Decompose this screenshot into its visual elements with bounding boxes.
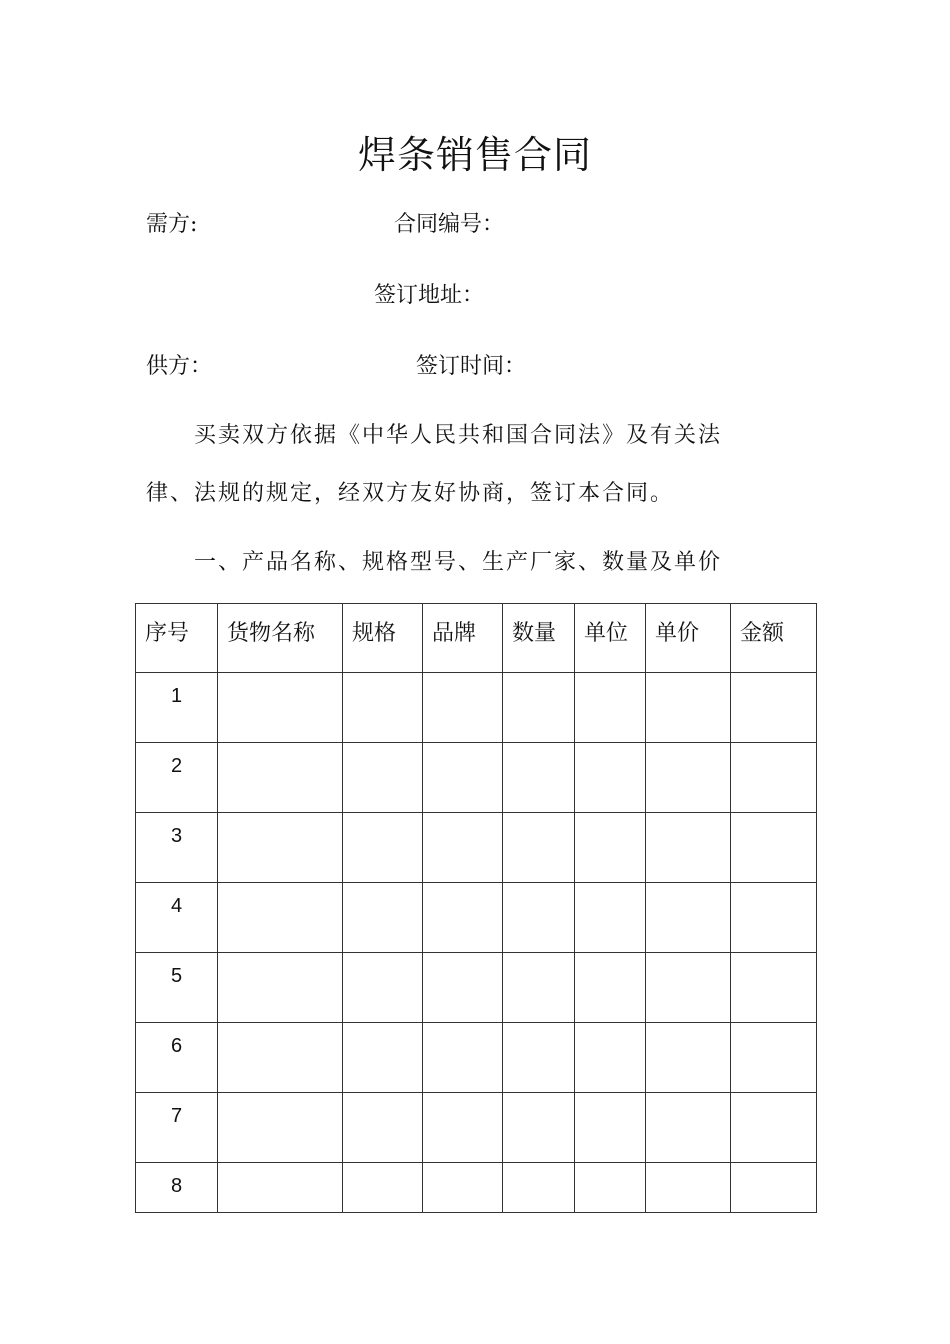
sign-place-label: 签订地址： <box>374 283 485 308</box>
table-row <box>136 883 817 953</box>
cell-unit-price[interactable] <box>646 813 731 883</box>
cell-spec[interactable] <box>343 1093 423 1163</box>
cell-quantity[interactable] <box>503 1163 575 1213</box>
row-number: 5 <box>136 953 218 1023</box>
table-header-row <box>136 604 817 673</box>
cell-unit-price[interactable] <box>646 883 731 953</box>
cell-goods-name[interactable] <box>218 673 343 743</box>
header-unit: 单位 <box>575 604 646 673</box>
cell-unit[interactable] <box>575 883 646 953</box>
cell-unit-price[interactable] <box>646 743 731 813</box>
cell-spec[interactable] <box>343 743 423 813</box>
cell-quantity[interactable] <box>503 673 575 743</box>
cell-spec[interactable] <box>343 1163 423 1213</box>
cell-brand[interactable] <box>423 673 503 743</box>
row-number: 8 <box>136 1163 218 1213</box>
cell-quantity[interactable] <box>503 953 575 1023</box>
cell-unit[interactable] <box>575 1163 646 1213</box>
cell-amount[interactable] <box>731 813 817 883</box>
cell-unit-price[interactable] <box>646 1093 731 1163</box>
cell-quantity[interactable] <box>503 813 575 883</box>
cell-goods-name[interactable] <box>218 1163 343 1213</box>
cell-brand[interactable] <box>423 953 503 1023</box>
cell-quantity[interactable] <box>503 1093 575 1163</box>
cell-goods-name[interactable] <box>218 743 343 813</box>
seller-label: 供方： <box>146 354 213 379</box>
table-row <box>136 813 817 883</box>
cell-quantity[interactable] <box>503 883 575 953</box>
cell-unit-price[interactable] <box>646 1023 731 1093</box>
table-row <box>136 673 817 743</box>
document-title: 焊条销售合同 <box>357 133 592 177</box>
header-brand: 品牌 <box>423 604 503 673</box>
cell-goods-name[interactable] <box>218 1023 343 1093</box>
cell-unit[interactable] <box>575 743 646 813</box>
cell-amount[interactable] <box>731 743 817 813</box>
cell-brand[interactable] <box>423 1023 503 1093</box>
table-row <box>136 953 817 1023</box>
cell-unit-price[interactable] <box>646 673 731 743</box>
cell-goods-name[interactable] <box>218 883 343 953</box>
cell-amount[interactable] <box>731 883 817 953</box>
cell-unit[interactable] <box>575 813 646 883</box>
cell-brand[interactable] <box>423 1093 503 1163</box>
buyer-label: 需方: <box>146 212 198 237</box>
row-number: 2 <box>136 743 218 813</box>
cell-goods-name[interactable] <box>218 953 343 1023</box>
row-number: 6 <box>136 1023 218 1093</box>
section-heading-products: 一、产品名称、规格型号、生产厂家、数量及单价 <box>194 550 723 575</box>
header-spec: 规格 <box>343 604 423 673</box>
header-serial: 序号 <box>136 604 218 673</box>
cell-unit[interactable] <box>575 953 646 1023</box>
cell-unit[interactable] <box>575 1093 646 1163</box>
cell-goods-name[interactable] <box>218 1093 343 1163</box>
row-number: 1 <box>136 673 218 743</box>
cell-spec[interactable] <box>343 883 423 953</box>
cell-unit[interactable] <box>575 1023 646 1093</box>
table-row <box>136 1093 817 1163</box>
cell-brand[interactable] <box>423 743 503 813</box>
header-amount: 金额 <box>731 604 817 673</box>
header-quantity: 数量 <box>503 604 575 673</box>
cell-brand[interactable] <box>423 1163 503 1213</box>
cell-goods-name[interactable] <box>218 813 343 883</box>
cell-amount[interactable] <box>731 1093 817 1163</box>
row-number: 7 <box>136 1093 218 1163</box>
row-number: 4 <box>136 883 218 953</box>
cell-amount[interactable] <box>731 673 817 743</box>
cell-amount[interactable] <box>731 1163 817 1213</box>
cell-spec[interactable] <box>343 1023 423 1093</box>
cell-quantity[interactable] <box>503 743 575 813</box>
table-row <box>136 1023 817 1093</box>
table-row <box>136 743 817 813</box>
cell-spec[interactable] <box>343 813 423 883</box>
cell-spec[interactable] <box>343 953 423 1023</box>
cell-brand[interactable] <box>423 813 503 883</box>
row-number: 3 <box>136 813 218 883</box>
cell-brand[interactable] <box>423 883 503 953</box>
cell-amount[interactable] <box>731 1023 817 1093</box>
cell-amount[interactable] <box>731 953 817 1023</box>
goods-table <box>135 603 817 1213</box>
intro-line-2: 律、法规的规定，经双方友好协商，签订本合同。 <box>146 481 675 506</box>
sign-time-label: 签订时间： <box>416 354 527 379</box>
cell-unit-price[interactable] <box>646 1163 731 1213</box>
cell-quantity[interactable] <box>503 1023 575 1093</box>
header-unit-price: 单价 <box>646 604 731 673</box>
table-row <box>136 1163 817 1213</box>
cell-unit[interactable] <box>575 673 646 743</box>
intro-line-1: 买卖双方依据《中华人民共和国合同法》及有关法 <box>194 423 723 448</box>
cell-spec[interactable] <box>343 673 423 743</box>
cell-unit-price[interactable] <box>646 953 731 1023</box>
contract-number-label: 合同编号： <box>394 212 505 237</box>
header-goods-name: 货物名称 <box>218 604 343 673</box>
